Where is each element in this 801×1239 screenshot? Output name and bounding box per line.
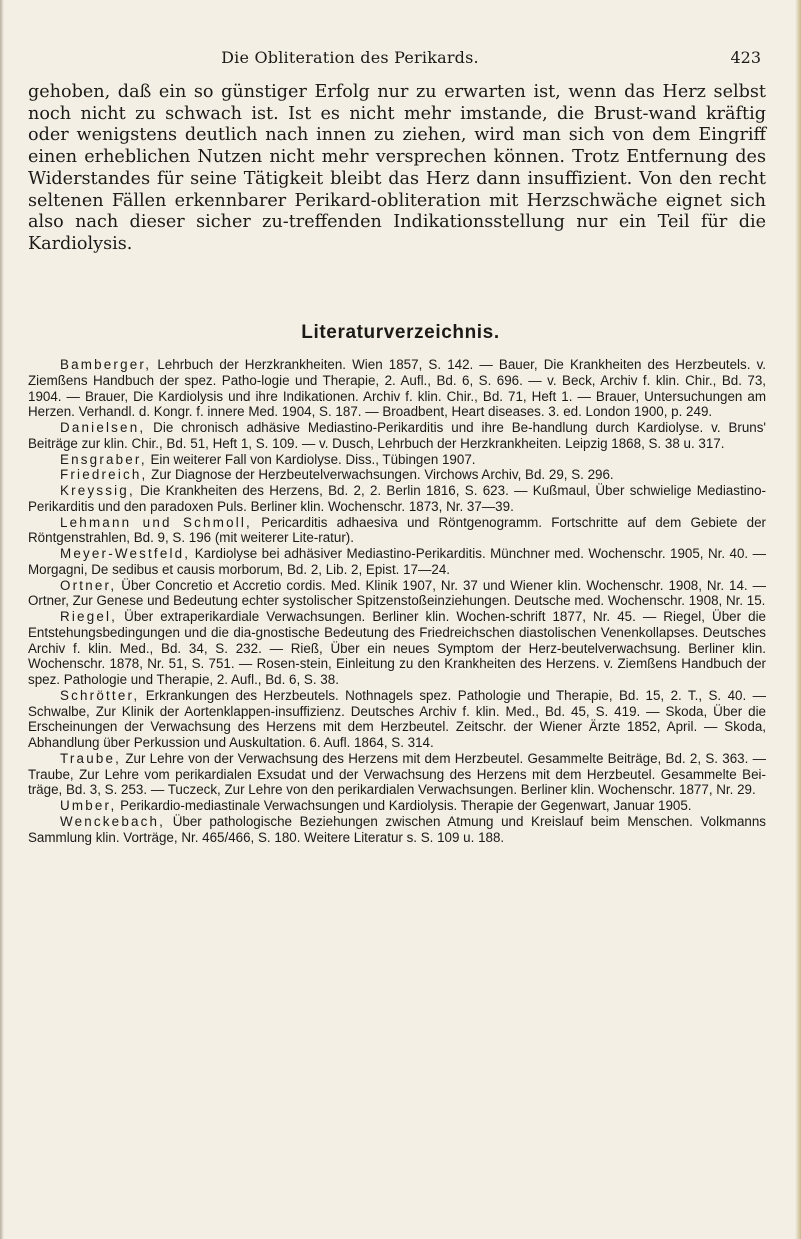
reference-text: Über extraperikardiale Verwachsungen. Berliner klin. Wochen-schrift 1877, Nr. 45. — Riegel, Über die Entstehungsbedingungen und die dia-gnostische Bedeutung des Friedreichschen diastolischen Venenkollapses. Deutsches Archiv f. klin. Med., Bd. 34, S. 232. — Rieß, Über ein neues Symptom der Herz-beutelverwachsung. Berliner klin. Wochenschr. 1878, Nr. 51, S. 751. — Rosen-stein, Einleitung zu den Krankheiten des Herzens. v. Ziemßens Handbuch der spez. Pathologie und Therapie, 2. Aufl., Bd. 6, S. 38. xyxy=(28,609,766,687)
reference-entry xyxy=(28,578,766,610)
reference-entry xyxy=(28,420,766,452)
reference-entry xyxy=(28,483,766,515)
reference-author: Friedreich, xyxy=(60,467,148,483)
reference-text: Über Concretio et Accretio cordis. Med. Klinik 1907, Nr. 37 und Wiener klin. Wochenschr. 1908, Nr. 14. — Ortner, Zur Genese und Bedeutung echter systolischer Spitzenstoßeinziehungen. Deutsche med. Wochenschr. 1908, Nr. 15. xyxy=(28,577,766,609)
reference-entry xyxy=(28,357,766,420)
reference-text: Zur Lehre von der Verwachsung des Herzens mit dem Herzbeutel. Gesammelte Beiträge, Bd. 2, S. 363. — Traube, Zur Lehre vom perikardialen Exsudat und der Verwachsung des Herzens mit dem Herzbeutel. Gesammelte Bei-träge, Bd. 3, S. 253. — Tuczeck, Zur Lehre von den perikardialen Verwachsungen. Berliner klin. Wochenschr. 1877, Nr. 29. xyxy=(28,750,766,798)
reference-author: Danielsen, xyxy=(60,420,146,435)
running-title: Die Obliteration des Perikards. xyxy=(221,48,479,67)
reference-author: Lehmann und Schmoll, xyxy=(60,514,252,530)
reference-entry xyxy=(28,467,766,483)
reference-author: Schrötter, xyxy=(60,687,140,703)
reference-entry xyxy=(28,751,766,798)
reference-author: Meyer-Westfeld, xyxy=(60,546,191,561)
reference-text: Über pathologische Beziehungen zwischen Atmung und Kreislauf beim Menschen. Volkmanns Sammlung klin. Vorträge, Nr. 465/466, S. 180. Weitere Literatur s. S. 109 u. 188. xyxy=(28,813,766,845)
reference-author: Traube, xyxy=(60,750,122,766)
reference-author: Ensgraber, xyxy=(60,451,147,467)
reference-text: Die chronisch adhäsive Mediastino-Perikarditis und ihre Be-handlung durch Kardiolyse. v. Bruns' Beiträge zur klin. Chir., Bd. 51, Heft 1, S. 109. — v. Dusch, Lehrbuch der Herzkrankheiten. Leipzig 1868, S. 38 u. 317. xyxy=(28,420,766,451)
reference-entry xyxy=(28,452,766,468)
reference-text: Perikardio-mediastinale Verwachsungen und Kardiolysis. Therapie der Gegenwart, Januar 1905. xyxy=(116,798,692,813)
reference-entry xyxy=(28,688,766,751)
reference-author: Bamberger, xyxy=(60,357,152,372)
reference-author: Umber, xyxy=(60,798,117,813)
reference-text: Pericarditis adhaesiva und Röntgenogramm. Fortschritte auf dem Gebiete der Röntgenstrahlen, Bd. 9, S. 196 (mit weiterer Lite-ratur). xyxy=(28,514,766,546)
reference-author: Ortner, xyxy=(60,577,117,593)
reference-entry xyxy=(28,814,766,846)
body-paragraph-block xyxy=(28,82,766,256)
reference-list xyxy=(28,357,766,845)
reference-entry xyxy=(28,546,766,578)
page-edge-left xyxy=(0,0,4,1239)
reference-text: Lehrbuch der Herzkrankheiten. Wien 1857, S. 142. — Bauer, Die Krankheiten des Herzbeutels. v. Ziemßens Handbuch der spez. Patho-logie und Therapie, 2. Aufl., Bd. 6, S. 696. — v. Beck, Archiv f. klin. Chir., Bd. 73, 1904. — Brauer, Die Kardiolysis und ihre Indikationen. Archiv f. klin. Chir., Bd. 71, Heft 1. — Brauer, Untersuchungen am Herzen. Verhandl. d. Kongr. f. innere Med. 1904, S. 187. — Broadbent, Heart diseases. 3. ed. London 1900, p. 249. xyxy=(28,357,766,420)
reference-text: Erkrankungen des Herzbeutels. Nothnagels spez. Pathologie und Therapie, Bd. 15, 2. T., S. 40. — Schwalbe, Zur Klinik der Aortenklappen-insuffizienz. Deutsches Archiv f. klin. Med., Bd. 45, S. 419. — Skoda, Über die Erscheinungen der Verwachsung des Herzens mit dem Herzbeutel. Zeitschr. der Wiener Ärzte 1852, April. — Skoda, Abhandlung über Perkussion und Auskultation. 6. Aufl. 1864, S. 314. xyxy=(28,687,766,750)
reference-entry xyxy=(28,798,766,814)
reference-text: Ein weiterer Fall von Kardiolyse. Diss., Tübingen 1907. xyxy=(146,451,476,467)
page-header xyxy=(0,48,801,70)
reference-author: Riegel, xyxy=(60,609,118,624)
reference-author: Wenckebach, xyxy=(60,813,166,829)
reference-text: Die Krankheiten des Herzens, Bd. 2, 2. Berlin 1816, S. 623. — Kußmaul, Über schwielige Mediastino-Perikarditis und den paradoxen Puls. Berliner klin. Wochenschr. 1873, Nr. 37—39. xyxy=(28,483,766,514)
page-number: 423 xyxy=(730,48,761,67)
reference-text: Zur Diagnose der Herzbeutelverwachsungen. Virchows Archiv, Bd. 29, S. 296. xyxy=(147,467,614,483)
reference-author: Kreyssig, xyxy=(60,483,135,498)
reference-entry xyxy=(28,609,766,688)
reference-text: Kardiolyse bei adhäsiver Mediastino-Perikarditis. Münchner med. Wochenschr. 1905, Nr. 40. — Morgagni, De sedibus et causis morborum, Bd. 2, Lib. 2, Epist. 17—24. xyxy=(28,546,766,577)
body-paragraph: gehoben, daß ein so günstiger Erfolg nur zu erwarten ist, wenn das Herz selbst noch nicht zu schwach ist. Ist es nicht mehr imstande, die Brust-wand kräftig oder wenigstens deutlich nach innen zu ziehen, wird man sich von dem Eingriff einen erheblichen Nutzen nicht mehr versprechen können. Trotz Entfernung des Widerstandes für seine Tätigkeit bleibt das Herz dann insuffizient. Von den recht seltenen Fällen erkennbarer Perikard-obliteration mit Herzschwäche eignet sich also nach dieser sicher zu-treffenden Indikationsstellung nur ein Teil für die Kardiolysis. xyxy=(28,82,766,254)
page-edge-right xyxy=(795,0,801,1239)
reference-entry xyxy=(28,515,766,547)
literature-heading: Literaturverzeichnis. xyxy=(301,322,500,343)
